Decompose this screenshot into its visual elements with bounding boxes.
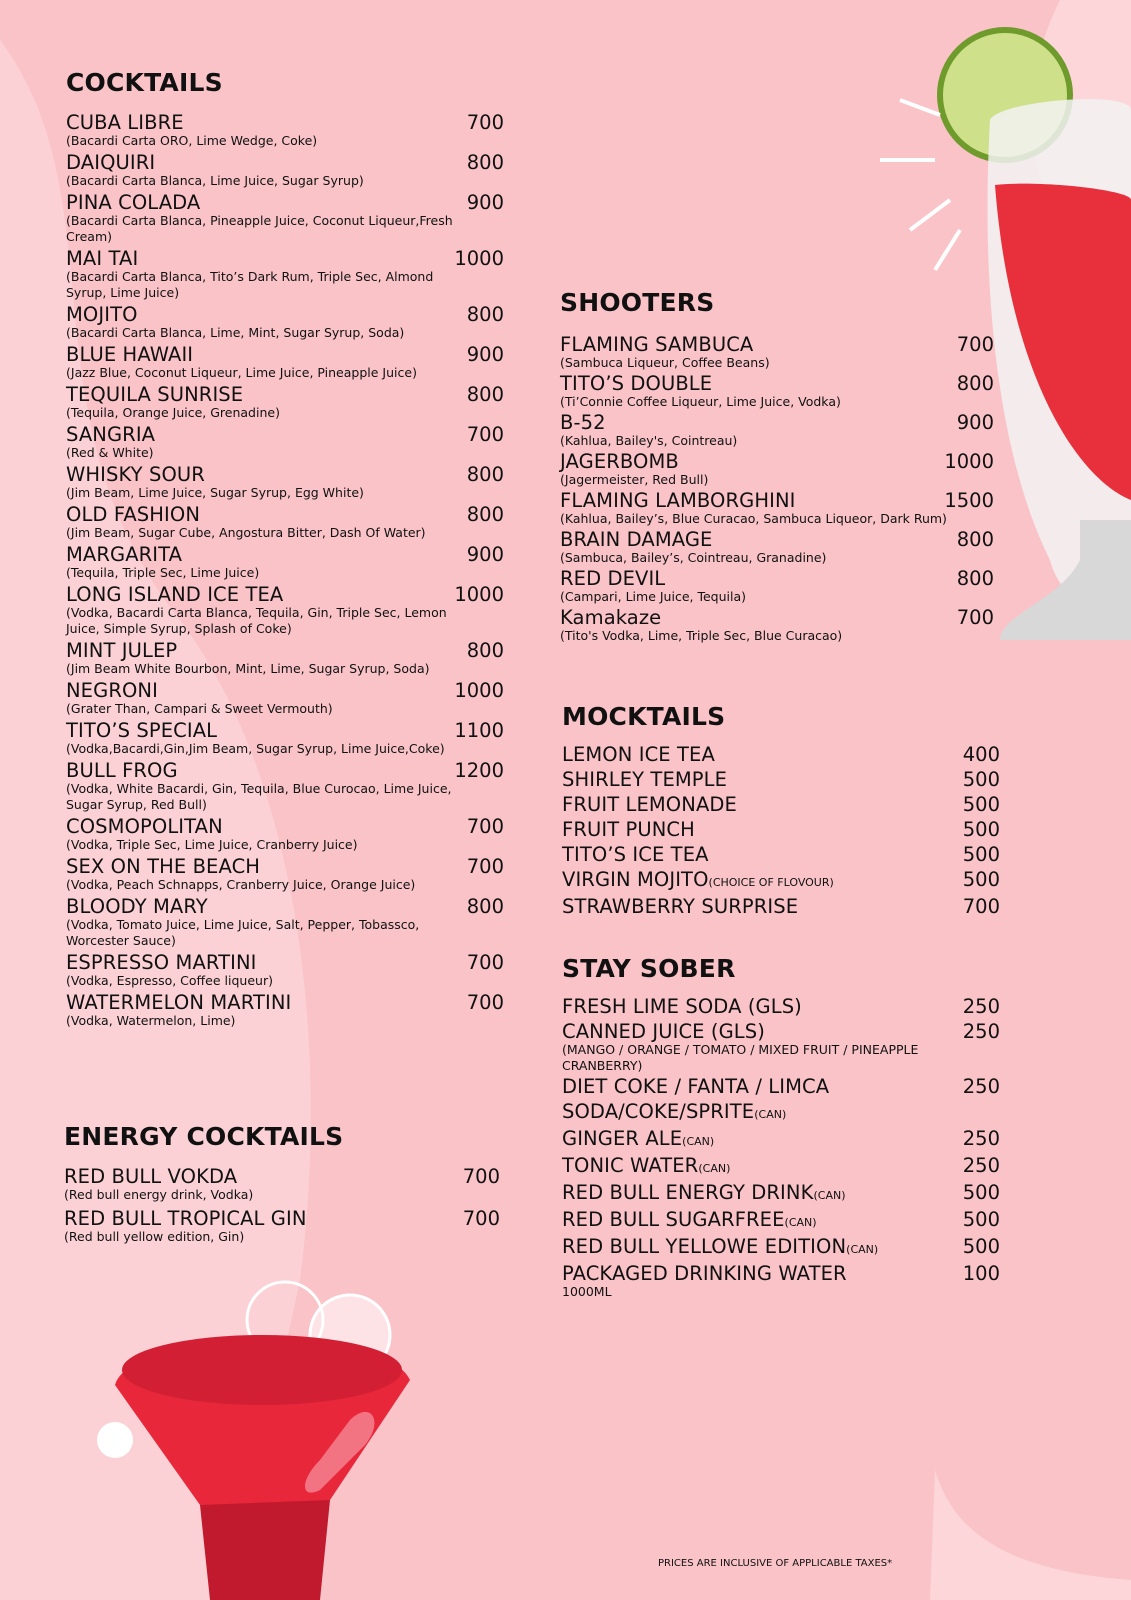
menu-item-price: 500: [962, 768, 1000, 791]
menu-item-description: (Campari, Lime Juice, Tequila): [560, 589, 747, 604]
menu-item: [560, 606, 994, 644]
menu-item-row: [560, 333, 994, 357]
menu-item-name: FRUIT PUNCH: [562, 818, 695, 841]
menu-item-description: (Bacardi Carta Blanca, Tito’s Dark Rum, Triple Sec, Almond Syrup, Lime Juice): [66, 269, 434, 300]
menu-item-price: 800: [956, 567, 994, 590]
menu-item: [66, 991, 504, 1029]
menu-item: [66, 151, 504, 189]
menu-item-description: (MANGO / ORANGE / TOMATO / MIXED FRUIT / PINEAPPLE CRANBERRY): [562, 1042, 919, 1073]
menu-item-name-wrap: [64, 1165, 237, 1189]
menu-item-price: 800: [466, 503, 504, 526]
menu-item-row: [560, 372, 994, 396]
menu-item: [66, 191, 504, 245]
menu-item: [66, 855, 504, 893]
menu-item: [66, 343, 504, 381]
menu-item-price: 1100: [454, 719, 504, 742]
menu-item-description: (Bacardi Carta ORO, Lime Wedge, Coke): [66, 133, 318, 148]
menu-item-name-wrap: [562, 843, 709, 867]
shooters-section: [560, 288, 994, 645]
menu-item-name-wrap: [64, 1207, 307, 1231]
menu-item-price: 1000: [454, 583, 504, 606]
menu-item-price: 1200: [454, 759, 504, 782]
menu-item-name-wrap: [66, 815, 223, 839]
menu-item: [562, 843, 1000, 867]
menu-item-price: 800: [466, 895, 504, 918]
menu-item-name-wrap: [66, 679, 158, 703]
menu-item-name: CANNED JUICE (GLS): [562, 1020, 765, 1043]
menu-item: [66, 423, 504, 461]
menu-item-name-wrap: [560, 411, 606, 435]
menu-item: [560, 372, 994, 410]
mocktails-heading: MOCKTAILS: [562, 702, 726, 731]
menu-item-description: (Jagermeister, Red Bull): [560, 472, 709, 487]
menu-item-name-wrap: [562, 1181, 846, 1207]
background-bottom-right-curve: [930, 1470, 1131, 1600]
menu-item-row: [560, 567, 994, 591]
menu-item-name-wrap: [66, 503, 200, 527]
menu-item-name: BULL FROG: [66, 759, 178, 782]
menu-item-price: 100: [962, 1262, 1000, 1285]
menu-item: [562, 1127, 1000, 1153]
menu-item-row: [66, 191, 504, 215]
menu-item-row: [66, 247, 504, 271]
menu-item-row: [64, 1165, 500, 1189]
menu-item-name: WATERMELON MARTINI: [66, 991, 292, 1014]
menu-item-description: (Red bull yellow edition, Gin): [64, 1229, 245, 1244]
menu-item-price: 700: [462, 1207, 500, 1230]
menu-item-row: [66, 951, 504, 975]
menu-item-name: MINT JULEP: [66, 639, 178, 662]
menu-item: [562, 1181, 1000, 1207]
menu-item-description: (Vodka, Triple Sec, Lime Juice, Cranberry Juice): [66, 837, 358, 852]
menu-item-name: LONG ISLAND ICE TEA: [66, 583, 284, 606]
menu-item-row: [66, 815, 504, 839]
menu-item-row: [562, 1020, 1000, 1044]
menu-item-row: [66, 719, 504, 743]
menu-item-price: 800: [466, 151, 504, 174]
menu-item-name: TITO’S DOUBLE: [560, 372, 713, 395]
menu-item-name-wrap: [66, 423, 155, 447]
menu-item-row: [562, 843, 1000, 867]
menu-item-name: TITO’S ICE TEA: [562, 843, 709, 866]
menu-item-name-wrap: [560, 450, 679, 474]
menu-item-row: [66, 111, 504, 135]
menu-item-name: MOJITO: [66, 303, 138, 326]
menu-item-name-wrap: [66, 719, 217, 743]
menu-item-row: [66, 151, 504, 175]
menu-item-description: (Vodka, Watermelon, Lime): [66, 1013, 236, 1028]
menu-item: [66, 679, 504, 717]
menu-item-name: GINGER ALE: [562, 1127, 683, 1150]
menu-item: [66, 247, 504, 301]
menu-item-name-wrap: [66, 543, 182, 567]
menu-item: [562, 793, 1000, 817]
menu-item-name: RED BULL TROPICAL GIN: [64, 1207, 307, 1230]
menu-item-description: (Jim Beam, Sugar Cube, Angostura Bitter, Dash Of Water): [66, 525, 426, 540]
menu-item-name-wrap: [560, 372, 712, 396]
menu-item: [66, 583, 504, 637]
menu-item: [66, 503, 504, 541]
menu-item-description: (Red & White): [66, 445, 154, 460]
menu-item-name: VIRGIN MOJITO: [562, 868, 709, 891]
menu-item-name-wrap: [66, 111, 184, 135]
cocktails-section: [66, 68, 504, 1031]
menu-item-description: (Tequila, Orange Juice, Grenadine): [66, 405, 280, 420]
menu-item-name-wrap: [66, 463, 205, 487]
menu-item-row: [562, 895, 1000, 919]
menu-item-price: 700: [466, 951, 504, 974]
menu-item-row: [562, 793, 1000, 817]
menu-item: [562, 868, 1000, 894]
menu-item-name: FLAMING SAMBUCA: [560, 333, 754, 356]
menu-item-name: RED BULL ENERGY DRINK: [562, 1181, 814, 1204]
menu-item-price: 1500: [944, 489, 994, 512]
menu-item-name-wrap: [560, 567, 665, 591]
menu-item-name: BRAIN DAMAGE: [560, 528, 713, 551]
menu-item-row: [562, 1235, 1000, 1261]
menu-item-row: [66, 503, 504, 527]
menu-item-price: 700: [962, 895, 1000, 918]
menu-item-price: 700: [462, 1165, 500, 1188]
menu-item-price: 800: [956, 372, 994, 395]
menu-item-name: RED BULL SUGARFREE: [562, 1208, 785, 1231]
stay-sober-list: [562, 995, 1000, 1300]
menu-item-name: OLD FASHION: [66, 503, 201, 526]
menu-item-name: STRAWBERRY SURPRISE: [562, 895, 799, 918]
menu-item-name-wrap: [560, 606, 661, 630]
menu-item-price: 700: [466, 815, 504, 838]
menu-item-row: [560, 489, 994, 513]
menu-item-name: TITO’S SPECIAL: [66, 719, 218, 742]
menu-item-row: [560, 528, 994, 552]
menu-item: [64, 1207, 500, 1245]
menu-item-name: TEQUILA SUNRISE: [66, 383, 244, 406]
menu-item-price: 500: [962, 843, 1000, 866]
menu-item-name: LEMON ICE TEA: [562, 743, 715, 766]
menu-item-price: 700: [466, 855, 504, 878]
menu-item: [562, 1154, 1000, 1180]
menu-item-note: (CAN): [754, 1108, 787, 1121]
menu-item-name: CUBA LIBRE: [66, 111, 184, 134]
menu-item-name: FRESH LIME SODA (GLS): [562, 995, 802, 1018]
menu-item-name: MAI TAI: [66, 247, 139, 270]
menu-item: [64, 1165, 500, 1203]
menu-item-name: SODA/COKE/SPRITE: [562, 1100, 755, 1123]
menu-item: [66, 759, 504, 813]
menu-item-name-wrap: [562, 1235, 878, 1261]
menu-item-price: 900: [466, 543, 504, 566]
menu-item-price: 700: [466, 991, 504, 1014]
menu-item-note: (CAN): [846, 1243, 879, 1256]
menu-item-row: [562, 995, 1000, 1019]
menu-item-row: [66, 583, 504, 607]
menu-item-description: (Vodka, Bacardi Carta Blanca, Tequila, Gin, Triple Sec, Lemon Juice, Simple Syrup, Splash of Coke): [66, 605, 447, 636]
menu-item-name-wrap: [66, 991, 291, 1015]
menu-item-row: [562, 1127, 1000, 1153]
menu-item-description: (Tito's Vodka, Lime, Triple Sec, Blue Curacao): [560, 628, 843, 643]
menu-item-name: JAGERBOMB: [560, 450, 679, 473]
menu-item-name-wrap: [66, 895, 208, 919]
menu-item-description: 1000ML: [562, 1284, 612, 1299]
menu-item-price: 900: [466, 191, 504, 214]
menu-item: [562, 743, 1000, 767]
menu-item-name-wrap: [562, 793, 737, 817]
menu-item-name-wrap: [562, 1100, 786, 1126]
menu-item-row: [560, 411, 994, 435]
menu-item-price: 250: [962, 1154, 1000, 1177]
menu-item-name-wrap: [562, 1262, 847, 1286]
menu-item-name-wrap: [562, 895, 798, 919]
menu-item-note: (CAN): [813, 1189, 846, 1202]
menu-item-name-wrap: [562, 1208, 817, 1234]
menu-item-note: (CAN): [698, 1162, 731, 1175]
menu-item-name-wrap: [66, 951, 257, 975]
menu-item-description: (Jazz Blue, Coconut Liqueur, Lime Juice, Pineapple Juice): [66, 365, 417, 380]
menu-item-row: [66, 543, 504, 567]
menu-item-note: (CAN): [784, 1216, 817, 1229]
menu-item-row: [560, 606, 994, 630]
menu-item-row: [66, 639, 504, 663]
menu-item-name: NEGRONI: [66, 679, 158, 702]
menu-item-description: (Vodka, Peach Schnapps, Cranberry Juice, Orange Juice): [66, 877, 416, 892]
cocktails-list: [66, 111, 504, 1029]
menu-item: [66, 303, 504, 341]
menu-item-row: [66, 383, 504, 407]
menu-item-name: RED BULL VOKDA: [64, 1165, 238, 1188]
menu-item: [66, 895, 504, 949]
menu-item: [562, 1235, 1000, 1261]
menu-item-row: [562, 1181, 1000, 1207]
menu-item: [562, 1208, 1000, 1234]
menu-item-name-wrap: [66, 151, 155, 175]
menu-item-price: 900: [956, 411, 994, 434]
menu-item-name-wrap: [562, 1154, 730, 1180]
menu-item-name: B-52: [560, 411, 606, 434]
menu-item-price: 250: [962, 1075, 1000, 1098]
menu-item-name: BLOODY MARY: [66, 895, 208, 918]
menu-item: [66, 543, 504, 581]
menu-item-description: (Sambuca, Bailey’s, Cointreau, Granadine): [560, 550, 827, 565]
menu-item-name-wrap: [560, 489, 796, 513]
menu-item: [560, 567, 994, 605]
stay-sober-section: [562, 954, 1000, 1301]
menu-item-description: (Vodka,Bacardi,Gin,Jim Beam, Sugar Syrup, Lime Juice,Coke): [66, 741, 445, 756]
menu-item-name-wrap: [66, 583, 283, 607]
menu-item: [562, 995, 1000, 1019]
menu-item-name-wrap: [562, 1075, 829, 1099]
menu-item-name: FRUIT LEMONADE: [562, 793, 737, 816]
menu-item-name: PACKAGED DRINKING WATER: [562, 1262, 847, 1285]
menu-item-description: (Sambuca Liqueur, Coffee Beans): [560, 355, 770, 370]
menu-item-price: 700: [956, 606, 994, 629]
menu-item: [560, 489, 994, 527]
menu-item: [562, 768, 1000, 792]
menu-item-row: [64, 1207, 500, 1231]
menu-item-description: (Red bull energy drink, Vodka): [64, 1187, 254, 1202]
energy-cocktails-list: [64, 1165, 500, 1245]
menu-item-row: [66, 895, 504, 919]
menu-item-name-wrap: [66, 247, 138, 271]
menu-item-name-wrap: [66, 759, 178, 783]
menu-item: [66, 111, 504, 149]
menu-item-name: WHISKY SOUR: [66, 463, 205, 486]
menu-item: [562, 895, 1000, 919]
menu-item: [560, 528, 994, 566]
menu-item-name-wrap: [560, 333, 753, 357]
menu-item: [66, 815, 504, 853]
shooters-list: [560, 333, 994, 644]
menu-item-price: 500: [962, 868, 1000, 891]
menu-item-price: 1000: [454, 679, 504, 702]
menu-item-price: 800: [466, 463, 504, 486]
menu-item-name: Kamakaze: [560, 606, 662, 629]
menu-item-price: 500: [962, 818, 1000, 841]
mocktails-section: [562, 702, 1000, 920]
menu-item: [66, 639, 504, 677]
menu-item-name: TONIC WATER: [562, 1154, 699, 1177]
menu-item-name-wrap: [66, 639, 177, 663]
menu-item: [562, 1100, 1000, 1126]
menu-item-price: 700: [466, 423, 504, 446]
menu-item-name: RED BULL YELLOWE EDITION: [562, 1235, 847, 1258]
menu-item-price: 500: [962, 1235, 1000, 1258]
menu-item-name: DIET COKE / FANTA / LIMCA: [562, 1075, 830, 1098]
menu-item-name: ESPRESSO MARTINI: [66, 951, 257, 974]
taxes-footnote: PRICES ARE INCLUSIVE OF APPLICABLE TAXES*: [658, 1558, 893, 1569]
menu-item-name-wrap: [66, 383, 243, 407]
menu-item-name: RED DEVIL: [560, 567, 666, 590]
menu-item-price: 250: [962, 1020, 1000, 1043]
menu-item-price: 500: [962, 1181, 1000, 1204]
menu-item-description: (Kahlua, Bailey's, Cointreau): [560, 433, 738, 448]
menu-item-row: [562, 743, 1000, 767]
menu-item-description: (Vodka, Espresso, Coffee liqueur): [66, 973, 273, 988]
menu-item-row: [66, 679, 504, 703]
menu-item-row: [66, 463, 504, 487]
menu-item-description: (Jim Beam White Bourbon, Mint, Lime, Sugar Syrup, Soda): [66, 661, 430, 676]
menu-item-name: SEX ON THE BEACH: [66, 855, 261, 878]
menu-item-row: [66, 991, 504, 1015]
menu-item-row: [66, 423, 504, 447]
menu-item-name-wrap: [562, 1127, 714, 1153]
menu-item-name: SANGRIA: [66, 423, 156, 446]
menu-item-row: [66, 343, 504, 367]
menu-item-description: (Bacardi Carta Blanca, Lime, Mint, Sugar Syrup, Soda): [66, 325, 405, 340]
menu-item-row: [66, 759, 504, 783]
menu-item-description: (Grater Than, Campari & Sweet Vermouth): [66, 701, 333, 716]
cocktails-heading: COCKTAILS: [66, 68, 223, 97]
menu-item-price: 800: [466, 383, 504, 406]
menu-item-name-wrap: [562, 995, 802, 1019]
energy-cocktails-heading: ENERGY COCKTAILS: [64, 1122, 344, 1151]
menu-item-note: (CAN): [682, 1135, 715, 1148]
menu-item-row: [560, 450, 994, 474]
energy-cocktails-section: [64, 1122, 500, 1249]
menu-item-name-wrap: [562, 743, 715, 767]
menu-item-row: [562, 768, 1000, 792]
menu-item: [560, 450, 994, 488]
menu-item-price: 250: [962, 1127, 1000, 1150]
menu-item-price: 400: [962, 743, 1000, 766]
menu-item-row: [562, 1262, 1000, 1286]
menu-item-row: [562, 1154, 1000, 1180]
menu-item-price: 250: [962, 995, 1000, 1018]
menu-item-name: PINA COLADA: [66, 191, 201, 214]
menu-item: [66, 463, 504, 501]
menu-item-name-wrap: [562, 818, 695, 842]
menu-item: [560, 333, 994, 371]
menu-item-price: 800: [466, 639, 504, 662]
menu-item-note: (CHOICE OF FLOVOUR): [708, 876, 834, 889]
menu-item-description: (Vodka, White Bacardi, Gin, Tequila, Blue Curocao, Lime Juice, Sugar Syrup, Red Bull): [66, 781, 452, 812]
menu-item: [562, 818, 1000, 842]
menu-item-name-wrap: [66, 191, 200, 215]
menu-item-name: COSMOPOLITAN: [66, 815, 223, 838]
stay-sober-heading: STAY SOBER: [562, 954, 736, 983]
menu-item: [560, 411, 994, 449]
menu-item-description: (Kahlua, Bailey’s, Blue Curacao, Sambuca Liqueor, Dark Rum): [560, 511, 947, 526]
menu-item-description: (Jim Beam, Lime Juice, Sugar Syrup, Egg White): [66, 485, 364, 500]
menu-item-name-wrap: [66, 303, 138, 327]
menu-item-price: 700: [956, 333, 994, 356]
menu-item-name: SHIRLEY TEMPLE: [562, 768, 728, 791]
menu-item: [66, 719, 504, 757]
menu-item-name-wrap: [562, 768, 727, 792]
menu-item-price: 500: [962, 1208, 1000, 1231]
menu-item-price: 900: [466, 343, 504, 366]
menu-item: [562, 1262, 1000, 1300]
menu-item-row: [562, 818, 1000, 842]
menu-item-name: DAIQUIRI: [66, 151, 156, 174]
menu-item-row: [562, 1075, 1000, 1099]
menu-item-price: 500: [962, 793, 1000, 816]
menu-item-description: (Tequila, Triple Sec, Lime Juice): [66, 565, 260, 580]
menu-item-description: (Bacardi Carta Blanca, Lime Juice, Sugar Syrup): [66, 173, 364, 188]
menu-item-description: (Bacardi Carta Blanca, Pineapple Juice, Coconut Liqueur,Fresh Cream): [66, 213, 453, 244]
menu-item-row: [66, 855, 504, 879]
menu-item-row: [562, 1208, 1000, 1234]
menu-item-name-wrap: [560, 528, 712, 552]
menu-item: [562, 1075, 1000, 1099]
mocktails-list: [562, 743, 1000, 919]
menu-item: [66, 383, 504, 421]
menu-item-row: [562, 1100, 1000, 1126]
menu-item-price: 1000: [454, 247, 504, 270]
menu-item-description: (Ti’Connie Coffee Liqueur, Lime Juice, Vodka): [560, 394, 841, 409]
shooters-heading: SHOOTERS: [560, 288, 715, 317]
menu-item-price: 800: [466, 303, 504, 326]
menu-item-row: [66, 303, 504, 327]
menu-item-name: BLUE HAWAII: [66, 343, 194, 366]
menu-item: [66, 951, 504, 989]
menu-item-price: 700: [466, 111, 504, 134]
menu-item-name: MARGARITA: [66, 543, 183, 566]
menu-item-description: (Vodka, Tomato Juice, Lime Juice, Salt, Pepper, Tobassco, Worcester Sauce): [66, 917, 420, 948]
menu-item-row: [562, 868, 1000, 894]
menu-item-name-wrap: [562, 1020, 765, 1044]
menu-item-name-wrap: [562, 868, 834, 894]
menu-item-price: 1000: [944, 450, 994, 473]
menu-item: [562, 1020, 1000, 1074]
menu-item-name-wrap: [66, 855, 260, 879]
menu-item-name-wrap: [66, 343, 193, 367]
menu-item-name: FLAMING LAMBORGHINI: [560, 489, 796, 512]
menu-item-price: 800: [956, 528, 994, 551]
